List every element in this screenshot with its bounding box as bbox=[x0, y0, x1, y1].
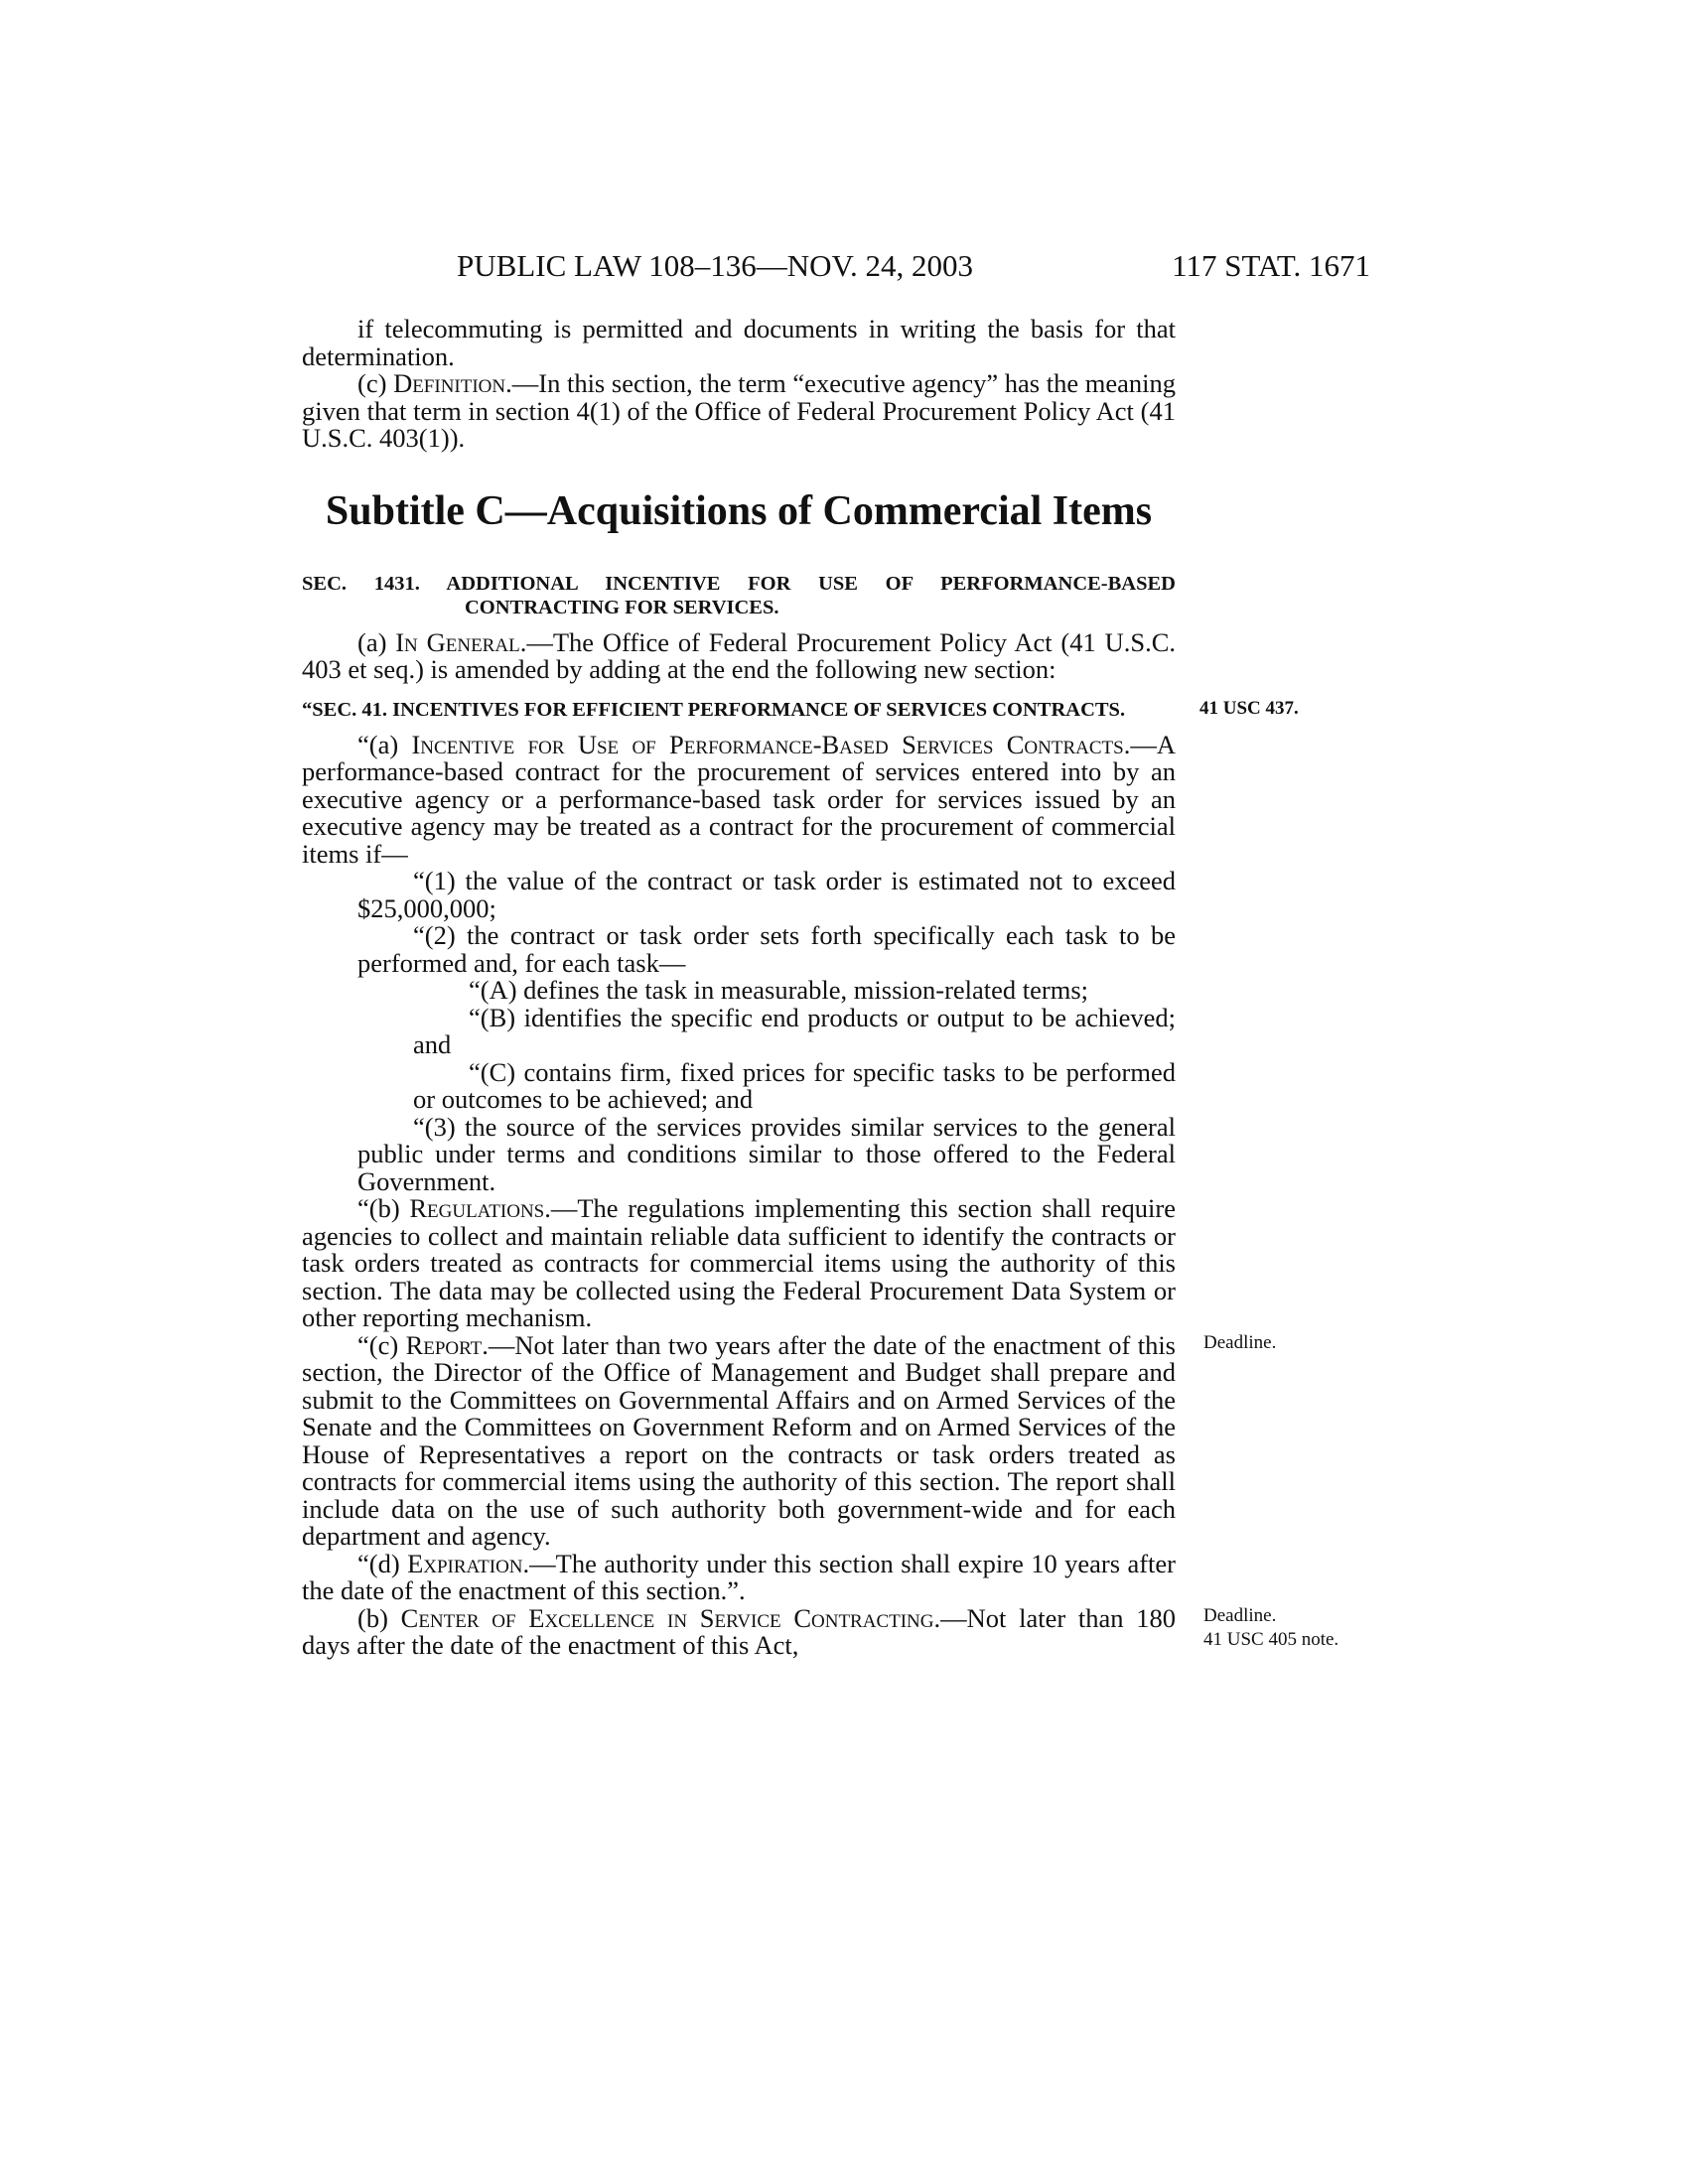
definition-heading: Definition bbox=[393, 368, 506, 398]
sec41-subsection-d-paragraph: “(d) Expiration.—The authority under this section shall expire 10 years after the date of the enactment of this section.”. bbox=[302, 1548, 1176, 1605]
sec41-subsection-b-heading: Regulations bbox=[409, 1193, 545, 1223]
item-a: “(A) defines the task in measurable, mission-related terms; bbox=[469, 975, 1089, 1005]
margin-note-deadline-1: Deadline. bbox=[1203, 1331, 1277, 1353]
sec41-subsection-d-heading: Expiration bbox=[407, 1548, 523, 1578]
stat-page-number: 117 STAT. 1671 bbox=[1172, 248, 1370, 283]
sec41-subsection-a-paragraph: “(a) Incentive for Use of Performance-Based Services Contracts.—A performance-based contract for the procurement of services entered into by an executive agency or a performance-based task order for services issued by an executive agency may be treated as a contract for the procurement of commercial items if— bbox=[302, 729, 1176, 869]
item-b: “(B) identifies the specific end products or output to be achieved; and bbox=[413, 1002, 1176, 1059]
definition-paragraph: (c) Definition.—In this section, the term “executive agency” has the meaning given that term in section 4(1) of the Office of Federal Procurement Policy Act (41 U.S.C. 403(1)). bbox=[302, 368, 1176, 453]
section-41-heading: “SEC. 41. INCENTIVES FOR EFFICIENT PERFORMANCE OF SERVICES CONTRACTS. 41 USC 437. bbox=[302, 698, 1176, 722]
item-c: “(C) contains firm, fixed prices for specific tasks to be performed or outcomes to be achieved; and bbox=[413, 1056, 1176, 1114]
subsection-a-heading: In General bbox=[395, 626, 520, 657]
running-head: PUBLIC LAW 108–136—NOV. 24, 2003 bbox=[457, 248, 973, 283]
item-2: “(2) the contract or task order sets forth specifically each task to be performed and, for each task— bbox=[357, 920, 1176, 978]
item-3: “(3) the source of the services provides similar services to the general public under terms and conditions similar to those offered to the Federal Government. bbox=[357, 1111, 1176, 1196]
margin-note-deadline-2: Deadline. bbox=[1203, 1604, 1277, 1626]
continuation-paragraph: if telecommuting is permitted and documents in writing the basis for that determination. bbox=[302, 314, 1176, 371]
sec41-subsection-c-heading: Report bbox=[405, 1329, 483, 1360]
item-1: “(1) the value of the contract or task order is estimated not to exceed $25,000,000; bbox=[357, 866, 1176, 923]
margin-note-41-usc-437: 41 USC 437. bbox=[1199, 697, 1299, 719]
sec41-subsection-b-paragraph: “(b) Regulations.—The regulations implementing this section shall require agencies to collect and maintain reliable data sufficient to identify the contracts or task orders treated as contracts for commercial items using the authority of this section. The data may be collected using the Federal Procurement Data System or other reporting mechanism. bbox=[302, 1193, 1176, 1332]
subtitle-heading: Subtitle C—Acquisitions of Commercial Items bbox=[325, 487, 1153, 534]
subsection-a-paragraph: (a) In General.—The Office of Federal Procurement Policy Act (41 U.S.C. 403 et seq.) is amended by adding at the end the following new section: bbox=[302, 626, 1176, 684]
section-1431-heading: SEC. 1431. ADDITIONAL INCENTIVE FOR USE OF PERFORMANCE-BASED CONTRACTING FOR SERVICES. bbox=[302, 572, 1176, 618]
sec41-subsection-a-heading: Incentive for Use of Performance-Based Services Contracts bbox=[411, 729, 1124, 759]
document-body bbox=[302, 314, 1339, 1660]
subsection-b-heading: Center of Excellence in Service Contracting bbox=[400, 1602, 934, 1633]
subsection-b-paragraph: Deadline. 41 USC 405 note. (b) Center of Excellence in Service Contracting.—Not later than 180 days after the date of the enactment of this Act, bbox=[302, 1605, 1176, 1660]
sec41-subsection-c-paragraph: Deadline. “(c) Report.—Not later than two years after the date of the enactment of this section, the Director of the Office of Management and Budget shall prepare and submit to the Committees on Governmental Affairs and on Armed Services of the Senate and the Committees on Government Reform and on Armed Services of the House of Representatives a report on the contracts or task orders treated as contracts for commercial items using the authority of this section. The report shall include data on the use of such authority both government-wide and for each department and agency. bbox=[302, 1332, 1176, 1551]
margin-note-41-usc-405: 41 USC 405 note. bbox=[1203, 1628, 1339, 1650]
page-header bbox=[457, 246, 1370, 286]
